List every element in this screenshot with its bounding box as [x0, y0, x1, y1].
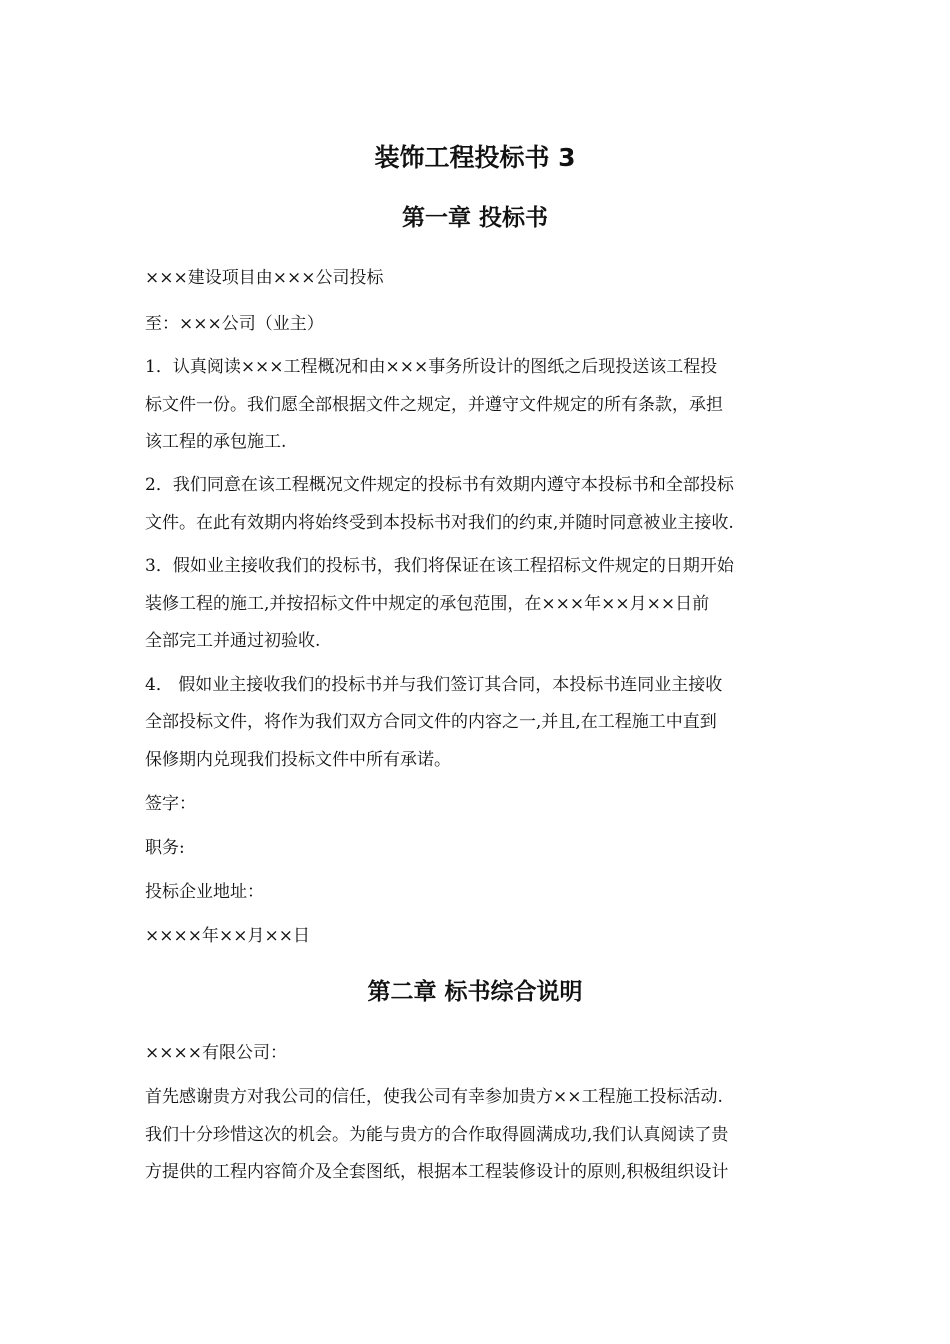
chapter-1-line: 至：×××公司（业主）: [145, 314, 324, 334]
chapter-2-line: 首先感谢贵方对我公司的信任，使我公司有幸参加贵方××工程施工投标活动.: [145, 1087, 723, 1107]
chapter-1-heading: 第一章 投标书: [401, 205, 548, 231]
address-label: 投标企业地址：: [145, 882, 264, 902]
chapter-2-line: ××××有限公司：: [145, 1043, 287, 1063]
chapter-1-line: 4． 假如业主接收我们的投标书并与我们签订其合同，本投标书连同业主接收: [145, 675, 723, 695]
chapter-2-heading: 第二章 标书综合说明: [367, 979, 583, 1005]
chapter-1-line: 文件。在此有效期内将始终受到本投标书对我们的约束,并随时同意被业主接收.: [145, 513, 734, 533]
chapter-1-line: 1．认真阅读×××工程概况和由×××事务所设计的图纸之后现投送该工程投: [145, 357, 718, 377]
document-title: 装饰工程投标书 3: [374, 143, 576, 172]
signature-label: 签字：: [145, 794, 196, 814]
chapter-1-line: 保修期内兑现我们投标文件中所有承诺。: [145, 750, 451, 770]
chapter-1-line: 标文件一份。我们愿全部根据文件之规定，并遵守文件规定的所有条款，承担: [145, 395, 723, 415]
chapter-1-line: 该工程的承包施工.: [145, 432, 287, 452]
chapter-1-line: 装修工程的施工,并按招标文件中规定的承包范围，在×××年××月××日前: [145, 594, 710, 614]
chapter-1-line: 3．假如业主接收我们的投标书，我们将保证在该工程招标文件规定的日期开始: [145, 556, 734, 576]
position-label: 职务:: [145, 838, 185, 858]
chapter-2-line: 我们十分珍惜这次的机会。为能与贵方的合作取得圆满成功,我们认真阅读了贵: [145, 1125, 729, 1145]
chapter-2-line: 方提供的工程内容简介及全套图纸，根据本工程装修设计的原则,积极组织设计: [145, 1162, 729, 1182]
chapter-1-line: 全部投标文件，将作为我们双方合同文件的内容之一,并且,在工程施工中直到: [145, 712, 717, 732]
date-line: ××××年××月××日: [145, 926, 310, 946]
chapter-1-line: ×××建设项目由×××公司投标: [145, 268, 384, 288]
chapter-1-line: 全部完工并通过初验收.: [145, 631, 321, 651]
chapter-1-line: 2．我们同意在该工程概况文件规定的投标书有效期内遵守本投标书和全部投标: [145, 475, 734, 495]
